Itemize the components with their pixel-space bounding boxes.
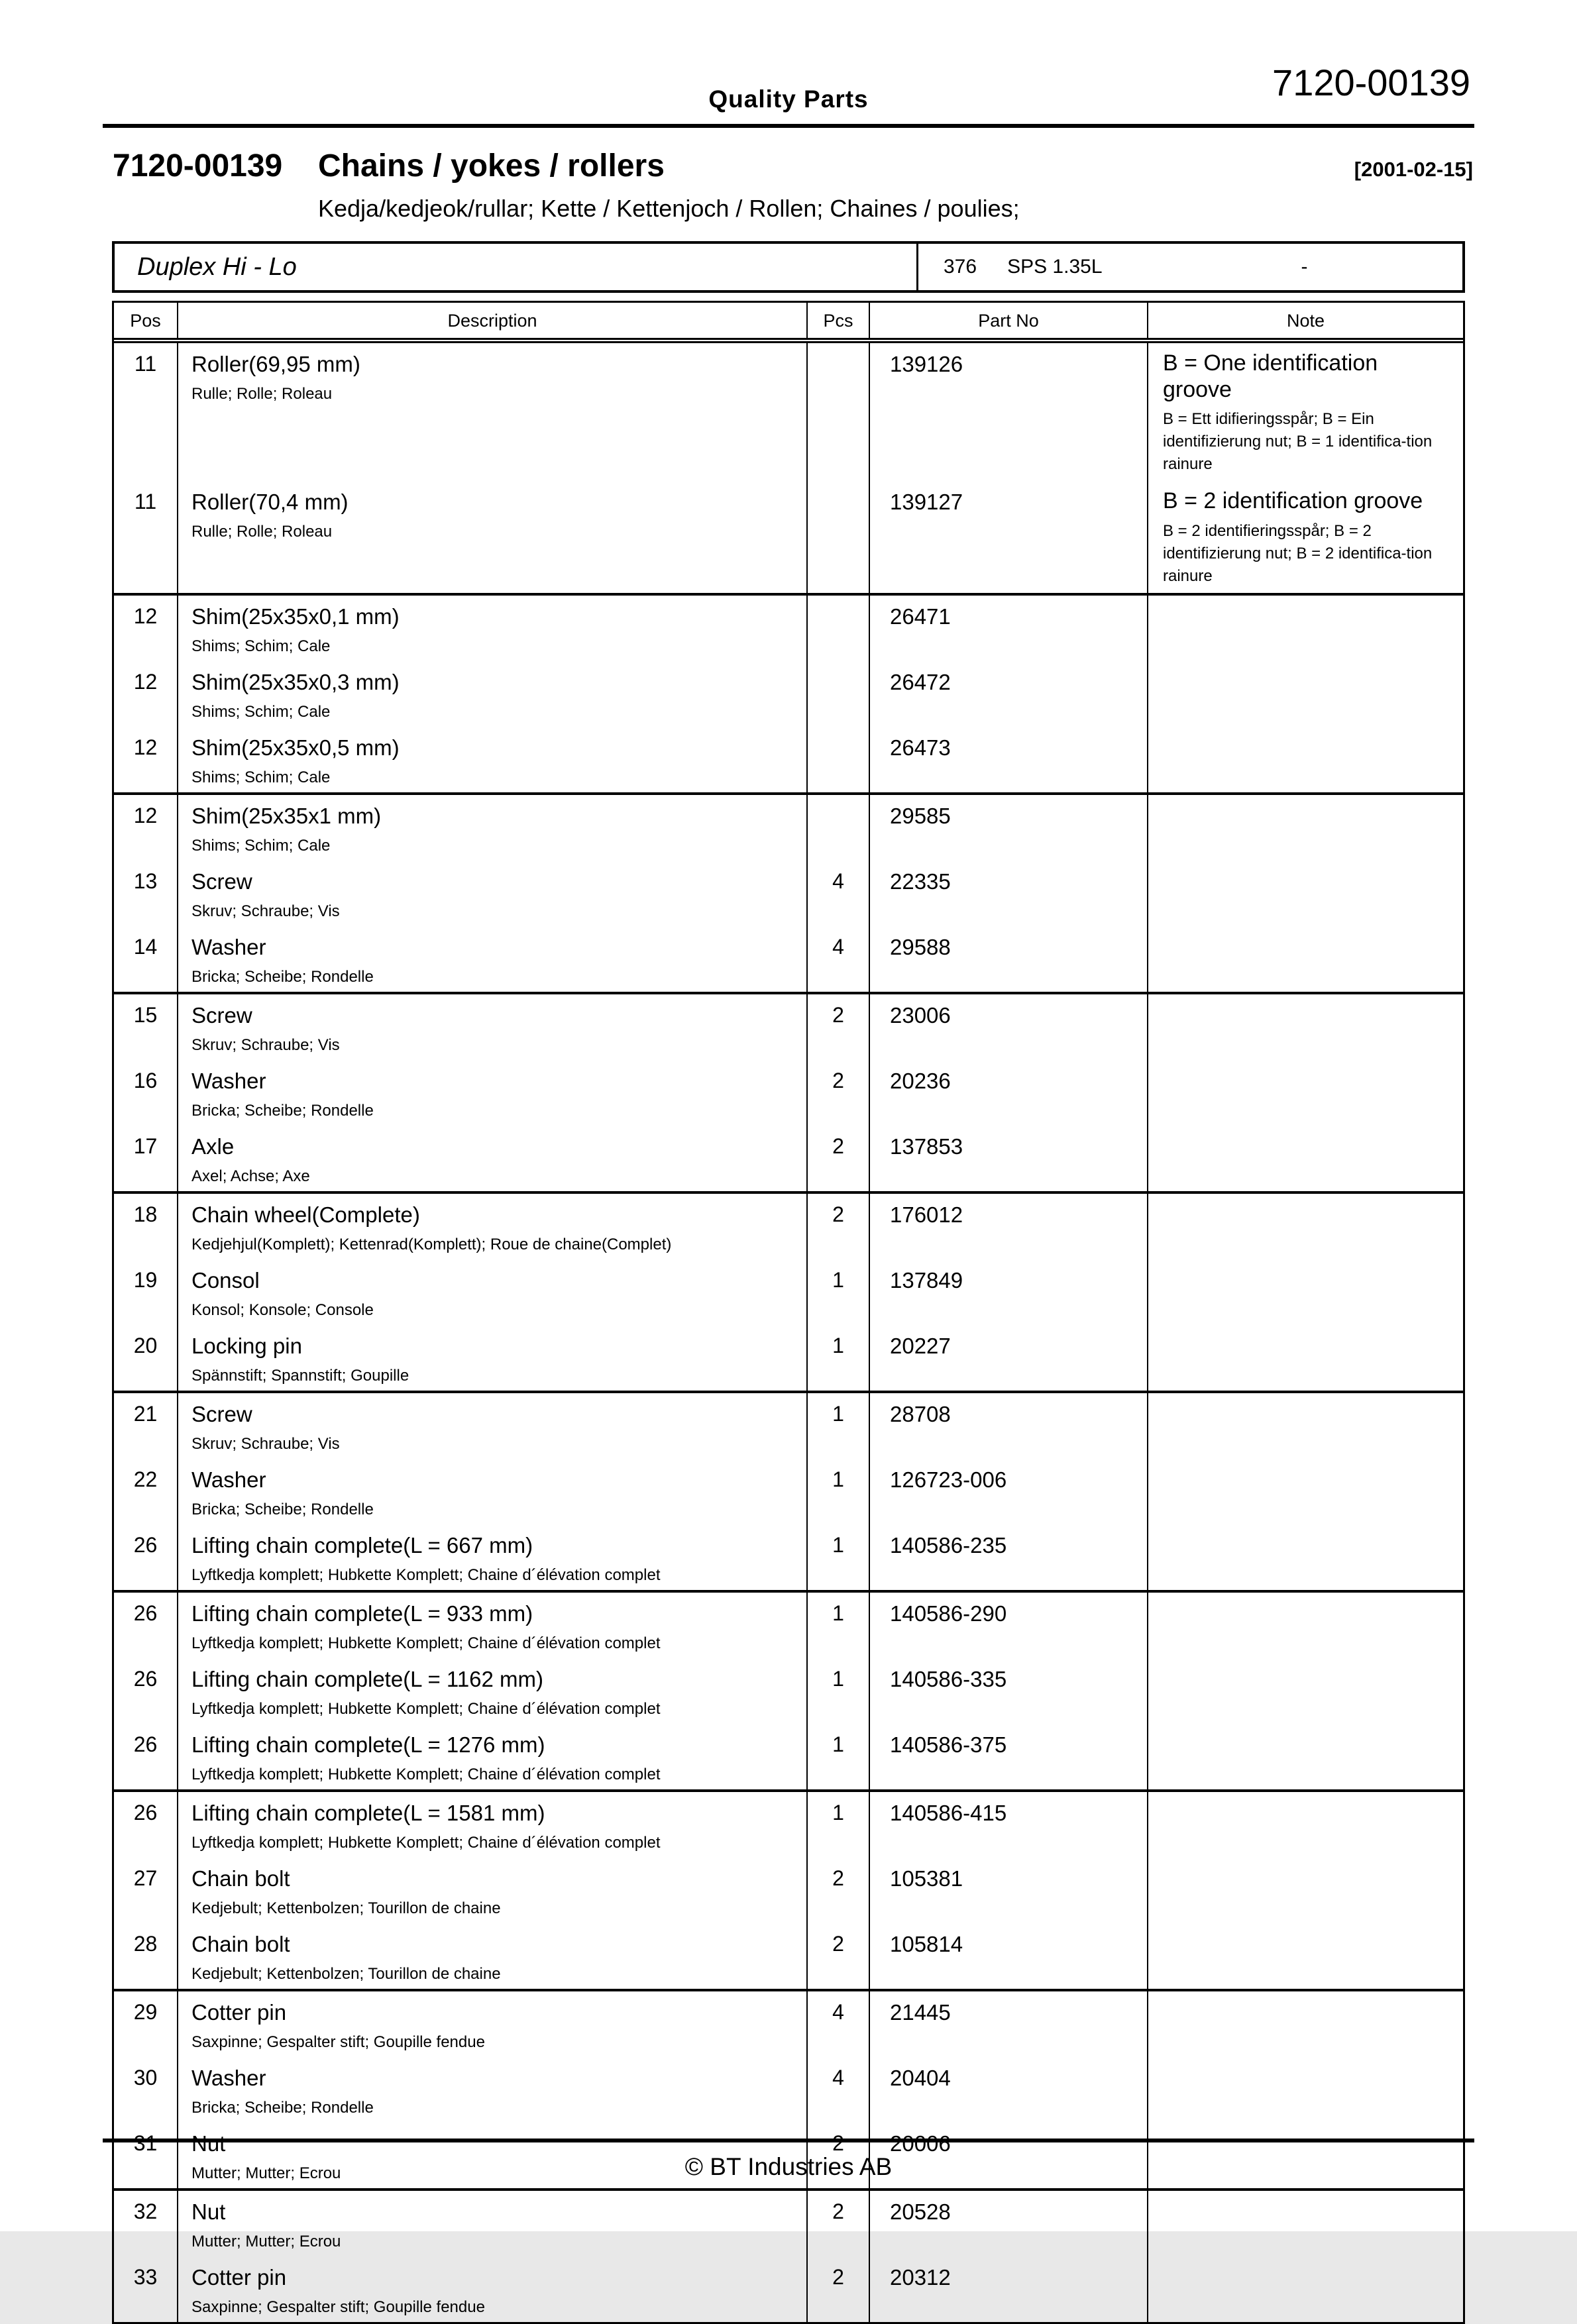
table-row [114,1593,1463,1658]
row-pcs: 1 [808,1593,870,1658]
row-description-translations: Rulle; Rolle; Roleau [191,385,333,403]
table-row [114,1658,1463,1724]
table-row [114,861,1463,926]
row-note-cell [1148,1991,1463,2057]
row-pcs [808,727,870,792]
row-note-cell [1148,596,1463,661]
row-description: Roller(69,95 mm) [191,352,360,376]
row-note-cell [1148,1126,1463,1191]
row-pos: 11 [114,481,178,592]
row-note-cell [1148,1393,1463,1459]
row-part-no: 23006 [870,994,1148,1060]
row-description: Screw [191,1002,252,1028]
row-description-translations: Mutter; Mutter; Ecrou [191,2164,341,2182]
row-description-cell [178,2256,808,2322]
row-description: Screw [191,1401,252,1426]
row-description-cell [178,1393,808,1459]
row-part-no: 105814 [870,1923,1148,1989]
table-row [114,994,1463,1060]
section-title-row [103,148,1474,184]
row-part-no: 20404 [870,2057,1148,2123]
row-pcs: 2 [808,1194,870,1259]
table-row [114,1126,1463,1194]
row-description: Shim(25x35x0,1 mm) [191,604,400,629]
row-description: Screw [191,869,252,894]
row-pcs: 2 [808,2256,870,2322]
row-description-cell [178,2191,808,2256]
row-pcs [808,661,870,727]
table-row [114,2256,1463,2322]
row-pos: 26 [114,1593,178,1658]
row-description: Chain wheel(Complete) [191,1202,420,1227]
row-pos: 26 [114,1524,178,1590]
row-note-cell [1148,481,1463,592]
row-pcs: 1 [808,1393,870,1459]
row-description-translations: Saxpinne; Gespalter stift; Goupille fendue [191,2033,485,2051]
row-pcs: 1 [808,1459,870,1524]
row-pos: 21 [114,1393,178,1459]
row-pos: 12 [114,795,178,861]
row-pcs: 2 [808,2123,870,2188]
row-part-no: 26473 [870,727,1148,792]
row-pcs: 4 [808,2057,870,2123]
row-description-translations: Lyftkedja komplett; Hubkette Komplett; Chaine d´élévation complet [191,1565,661,1584]
row-pos: 16 [114,1060,178,1126]
row-description-cell [178,1126,808,1191]
brand-title: Quality Parts [708,85,869,113]
column-header-pos: Pos [114,303,178,338]
table-body [114,343,1463,2322]
parts-table [112,301,1465,2324]
row-description-translations: Rulle; Rolle; Roleau [191,523,333,541]
row-note-cell [1148,1858,1463,1923]
row-description: Shim(25x35x0,3 mm) [191,669,400,694]
column-header-description: Description [178,303,808,338]
row-description-translations: Mutter; Mutter; Ecrou [191,2232,341,2250]
row-description-cell [178,795,808,861]
row-pcs: 2 [808,994,870,1060]
row-part-no: 140586-375 [870,1724,1148,1789]
row-description-translations: Bricka; Scheibe; Rondelle [191,2098,374,2117]
row-part-no: 126723-006 [870,1459,1148,1524]
row-description-translations: Axel; Achse; Axe [191,1167,310,1185]
row-pcs [808,596,870,661]
row-description-cell [178,1524,808,1590]
row-description-cell [178,926,808,992]
row-description: Washer [191,1068,266,1093]
row-pos: 27 [114,1858,178,1923]
row-description: Axle [191,1134,235,1159]
column-header-note: Note [1286,311,1325,331]
row-description-translations: Skruv; Schraube; Vis [191,1035,340,1054]
row-part-no: 28708 [870,1393,1148,1459]
row-part-no: 26471 [870,596,1148,661]
row-description-cell [178,727,808,792]
row-description: Shim(25x35x1 mm) [191,803,382,828]
row-pos: 12 [114,727,178,792]
table-row [114,1259,1463,1325]
row-description-translations: Konsol; Konsole; Console [191,1300,374,1319]
row-pos: 12 [114,596,178,661]
section-subtitle: Kedja/kedjeok/rullar; Kette / Kettenjoch / Rollen; Chaines / poulies; [318,195,1020,222]
row-note-cell [1148,1923,1463,1989]
row-description: Cotter pin [191,1999,287,2025]
row-note-cell [1148,1060,1463,1126]
row-description-translations: Kedjehjul(Komplett); Kettenrad(Komplett); Roue de chaine(Complet) [191,1235,672,1253]
row-note-cell [1148,1459,1463,1524]
row-description-cell [178,1858,808,1923]
row-part-no: 105381 [870,1858,1148,1923]
table-row [114,1524,1463,1593]
table-row [114,1393,1463,1459]
row-pos: 26 [114,1658,178,1724]
row-description: Washer [191,1467,266,1492]
row-pcs: 1 [808,1658,870,1724]
row-note-cell [1148,2191,1463,2256]
row-pcs: 2 [808,1858,870,1923]
row-description-translations: Shims; Schim; Cale [191,768,331,786]
row-part-no: 20312 [870,2256,1148,2322]
row-description-cell [178,994,808,1060]
row-description: Lifting chain complete(L = 1276 mm) [191,1732,545,1757]
table-row [114,343,1463,481]
row-pos: 14 [114,926,178,992]
row-description-cell [178,1658,808,1724]
row-description-cell [178,343,808,481]
row-pos: 20 [114,1325,178,1391]
row-description-translations: Kedjebult; Kettenbolzen; Tourillon de chaine [191,1899,501,1917]
row-description-translations: Skruv; Schraube; Vis [191,902,340,920]
row-description-translations: Spännstift; Spannstift; Goupille [191,1366,409,1385]
row-description-cell [178,596,808,661]
table-row [114,1459,1463,1524]
row-note: B = One identification groove [1163,350,1378,403]
row-description-cell [178,1194,808,1259]
row-part-no: 20006 [870,2123,1148,2188]
row-pcs: 2 [808,2191,870,2256]
row-part-no: 137849 [870,1259,1148,1325]
section-number: 7120-00139 [113,148,283,184]
model-box [112,241,1465,293]
row-pcs: 2 [808,1060,870,1126]
row-description: Nut [191,2131,226,2156]
row-note-cell [1148,727,1463,792]
row-description-translations: Lyftkedja komplett; Hubkette Komplett; Chaine d´élévation complet [191,1634,661,1652]
row-description-translations: Bricka; Scheibe; Rondelle [191,967,374,986]
row-note-cell [1148,343,1463,481]
row-part-no: 137853 [870,1126,1148,1191]
row-note-cell [1148,861,1463,926]
page-footer [103,2139,1474,2181]
row-description: Nut [191,2199,226,2224]
row-part-no: 29588 [870,926,1148,992]
row-description-cell [178,481,808,592]
row-description-translations: Lyftkedja komplett; Hubkette Komplett; Chaine d´élévation complet [191,1833,661,1852]
row-description-translations: Shims; Schim; Cale [191,637,331,655]
table-row [114,1792,1463,1858]
row-part-no: 139126 [870,343,1148,481]
column-header-part-no: Part No [870,303,1148,338]
row-pcs: 1 [808,1325,870,1391]
row-pos: 31 [114,2123,178,2188]
row-pcs: 2 [808,1923,870,1989]
row-part-no: 22335 [870,861,1148,926]
row-pcs: 2 [808,1126,870,1191]
row-part-no: 29585 [870,795,1148,861]
table-row [114,926,1463,994]
row-description: Washer [191,934,266,959]
row-description-cell [178,1792,808,1858]
row-description-translations: Lyftkedja komplett; Hubkette Komplett; Chaine d´élévation complet [191,1765,661,1783]
row-pcs [808,795,870,861]
table-row [114,727,1463,795]
row-note-translations: B = 2 identifieringsspår; B = 2 identifizierung nut; B = 2 identifica-tion rainure [1163,521,1433,585]
table-row [114,1991,1463,2057]
row-note-cell [1148,1724,1463,1789]
row-description-translations: Shims; Schim; Cale [191,702,331,721]
row-description: Washer [191,2065,266,2090]
table-row [114,481,1463,595]
row-note-cell [1148,994,1463,1060]
table-row [114,1060,1463,1126]
row-description-cell [178,1259,808,1325]
row-part-no: 20227 [870,1325,1148,1391]
row-description-translations: Skruv; Schraube; Vis [191,1434,340,1453]
row-pos: 12 [114,661,178,727]
row-pos: 17 [114,1126,178,1191]
table-row [114,1858,1463,1923]
row-pcs: 1 [808,1724,870,1789]
row-pos: 15 [114,994,178,1060]
row-description: Shim(25x35x0,5 mm) [191,735,400,760]
row-pos: 22 [114,1459,178,1524]
row-part-no: 21445 [870,1991,1148,2057]
row-pos: 29 [114,1991,178,2057]
table-row [114,596,1463,661]
row-note-cell [1148,1259,1463,1325]
row-description-translations: Shims; Schim; Cale [191,836,331,855]
table-row [114,2191,1463,2256]
row-description: Lifting chain complete(L = 1162 mm) [191,1666,544,1691]
row-pcs [808,343,870,481]
row-description: Cotter pin [191,2264,287,2290]
section-name: Chains / yokes / rollers [318,148,665,184]
row-description-translations: Lyftkedja komplett; Hubkette Komplett; Chaine d´élévation complet [191,1699,661,1718]
row-pos: 18 [114,1194,178,1259]
row-part-no: 140586-415 [870,1792,1148,1858]
row-pos: 33 [114,2256,178,2322]
row-pos: 13 [114,861,178,926]
row-pcs: 4 [808,1991,870,2057]
table-header-row [114,303,1463,343]
row-description-cell [178,1325,808,1391]
row-pos: 28 [114,1923,178,1989]
table-row [114,1923,1463,1991]
row-note-cell [1148,2256,1463,2322]
table-row [114,795,1463,861]
row-pos: 26 [114,1724,178,1789]
row-part-no: 20528 [870,2191,1148,2256]
row-pcs: 1 [808,1259,870,1325]
model-name: Duplex Hi - Lo [115,244,918,290]
row-part-no: 139127 [870,481,1148,592]
copyright-text: © BT Industries AB [684,2153,893,2180]
model-spec: SPS 1.35L [1007,256,1103,278]
row-part-no: 176012 [870,1194,1148,1259]
row-note-cell [1148,1593,1463,1658]
document-number: 7120-00139 [1272,62,1470,103]
table-row [114,1325,1463,1393]
row-part-no: 140586-235 [870,1524,1148,1590]
row-description-translations: Kedjebult; Kettenbolzen; Tourillon de chaine [191,1964,501,1983]
revision-date: [2001-02-15] [1354,158,1473,181]
row-description-cell [178,861,808,926]
row-note-cell [1148,1325,1463,1391]
row-description-cell [178,1060,808,1126]
row-description: Chain bolt [191,1866,290,1891]
row-description-translations: Saxpinne; Gespalter stift; Goupille fendue [191,2298,485,2316]
table-row [114,1724,1463,1792]
row-description-cell [178,1991,808,2057]
table-row [114,661,1463,727]
row-description-cell [178,2057,808,2123]
row-note-cell [1148,661,1463,727]
row-pcs [808,481,870,592]
row-description: Consol [191,1267,260,1293]
row-description: Roller(70,4 mm) [191,490,349,515]
row-description-cell [178,661,808,727]
model-spec-cell [918,256,1462,278]
row-note-cell [1148,2057,1463,2123]
row-note-cell [1148,795,1463,861]
model-code: 376 [944,256,977,278]
row-pos: 19 [114,1259,178,1325]
row-description: Chain bolt [191,1931,290,1956]
row-description-cell [178,1459,808,1524]
row-note: B = 2 identification groove [1163,488,1423,514]
row-description-translations: Bricka; Scheibe; Rondelle [191,1101,374,1120]
row-pcs: 4 [808,861,870,926]
row-pcs: 4 [808,926,870,992]
table-row [114,1194,1463,1259]
column-header-pcs: Pcs [808,303,870,338]
row-part-no: 26472 [870,661,1148,727]
row-note-cell [1148,1658,1463,1724]
row-pos: 32 [114,2191,178,2256]
row-part-no: 20236 [870,1060,1148,1126]
row-pos: 26 [114,1792,178,1858]
page-header [103,0,1474,128]
model-dash: - [1301,256,1308,278]
row-description: Lifting chain complete(L = 933 mm) [191,1601,533,1626]
row-description: Locking pin [191,1333,302,1358]
row-pos: 30 [114,2057,178,2123]
row-note-cell [1148,1194,1463,1259]
row-note-cell [1148,1524,1463,1590]
row-description-translations: Bricka; Scheibe; Rondelle [191,1500,374,1518]
row-note-translations: B = Ett idifieringsspår; B = Ein identifizierung nut; B = 1 identifica-tion rainure [1163,410,1433,474]
row-description: Lifting chain complete(L = 667 mm) [191,1532,533,1558]
row-description-cell [178,1724,808,1789]
row-description: Lifting chain complete(L = 1581 mm) [191,1800,545,1825]
table-row [114,2057,1463,2123]
row-part-no: 140586-290 [870,1593,1148,1658]
row-pos: 11 [114,343,178,481]
row-description-cell [178,1593,808,1658]
row-part-no: 140586-335 [870,1658,1148,1724]
row-description-cell [178,1923,808,1989]
row-note-cell [1148,926,1463,992]
row-pcs: 1 [808,1524,870,1590]
row-note-cell [1148,1792,1463,1858]
row-pcs: 1 [808,1792,870,1858]
